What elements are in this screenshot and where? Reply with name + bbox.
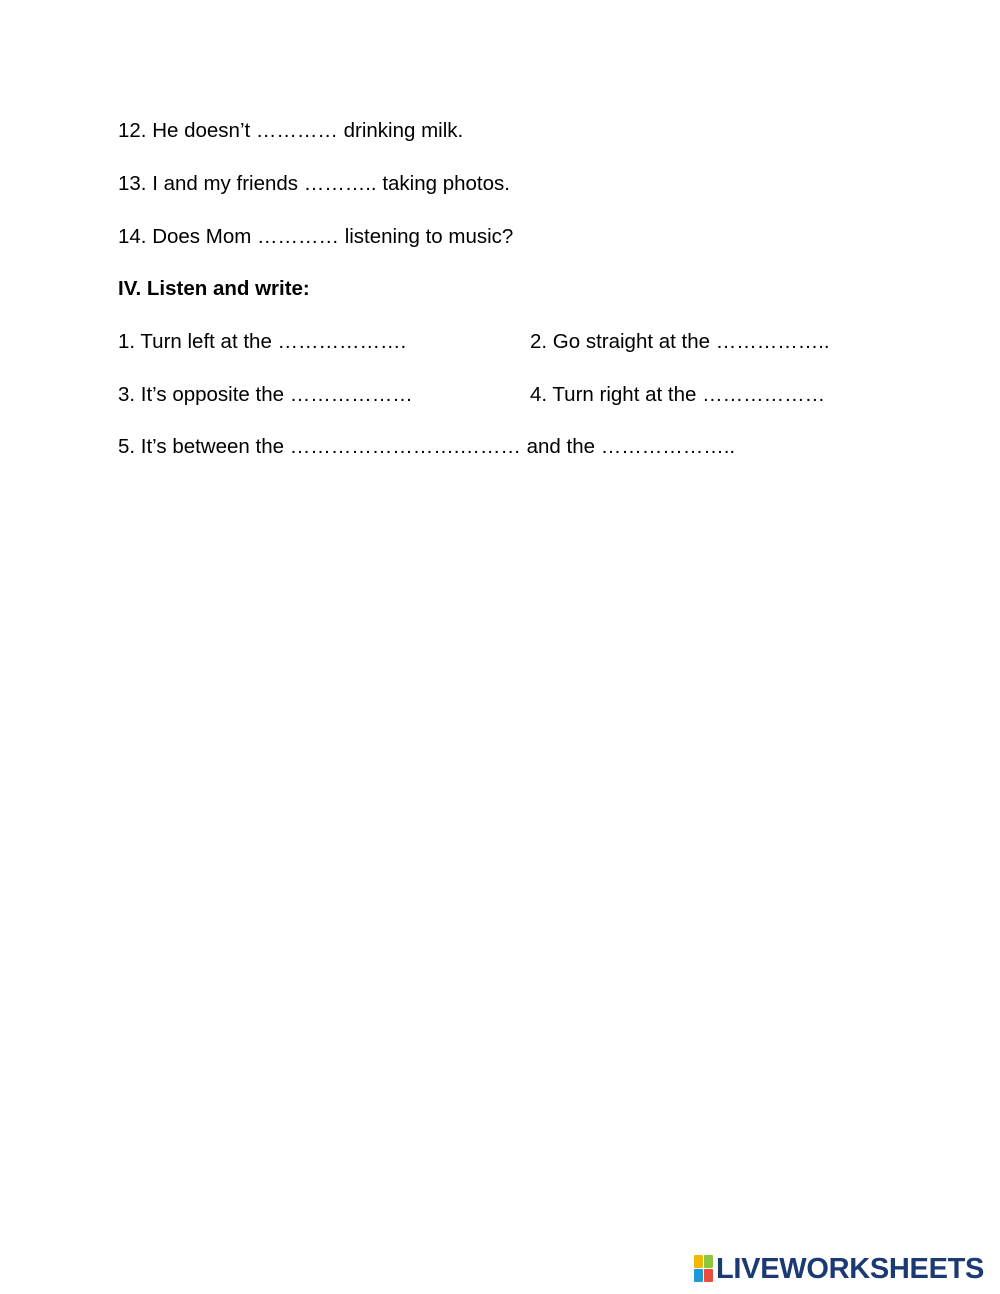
listen-item-5: 5. It’s between the …………………….……… and the ……………….. <box>118 435 736 458</box>
question-12: 12. He doesn’t ………… drinking milk. <box>118 119 464 142</box>
section-iv-heading: IV. Listen and write: <box>118 277 310 300</box>
question-13: 13. I and my friends ……….. taking photos. <box>118 172 510 195</box>
listen-item-1: 1. Turn left at the ………………. <box>118 330 407 353</box>
listen-item-4: 4. Turn right at the ……………… <box>530 383 826 406</box>
liveworksheets-mark-icon <box>694 1255 714 1283</box>
question-14: 14. Does Mom ………… listening to music? <box>118 225 514 248</box>
liveworksheets-logo-text: LIVEWORKSHEETS <box>716 1252 985 1285</box>
listen-item-2: 2. Go straight at the …………….. <box>530 330 830 353</box>
listen-item-3: 3. It’s opposite the ……………… <box>118 383 413 406</box>
liveworksheets-logo <box>694 1253 984 1285</box>
